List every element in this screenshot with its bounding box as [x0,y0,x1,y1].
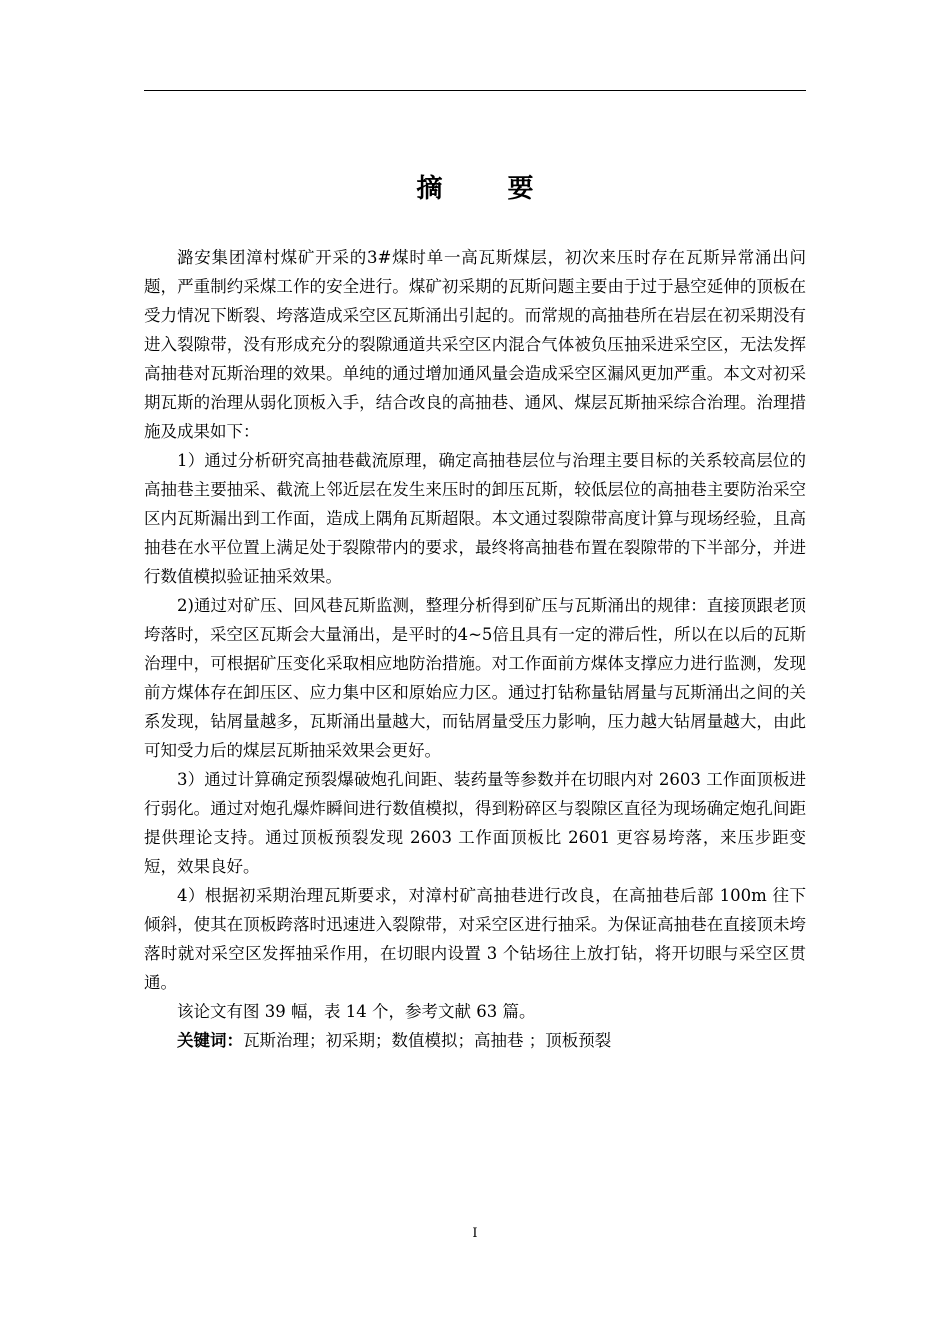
page-title: 摘 要 [416,174,562,204]
keywords-line [144,1026,806,1055]
keywords-label: 关键词： [177,1031,243,1050]
abstract-paragraph-stats: 该论文有图 39 幅，表 14 个，参考文献 63 篇。 [177,1002,536,1021]
header-rule [144,90,806,91]
abstract-paragraph-1: 1）通过分析研究高抽巷截流原理，确定高抽巷层位与治理主要目标的关系较高层位的高抽巷主要抽采、截流上邻近层在发生来压时的卸压瓦斯，较低层位的高抽巷主要防治采空区内瓦斯漏出到工作面，造成上隅角瓦斯超限。本文通过裂隙带高度计算与现场经验，且高抽巷在水平位置上满足处于裂隙带内的要求，最终将高抽巷布置在裂隙带的下半部分，并进行数值模拟验证抽采效果。 [144,451,806,586]
page-number: I [472,1226,478,1241]
abstract-paragraph-2: 2)通过对矿压、回风巷瓦斯监测，整理分析得到矿压与瓦斯涌出的规律：直接顶跟老顶垮落时，采空区瓦斯会大量涌出，是平时的4~5倍且具有一定的滞后性，所以在以后的瓦斯治理中，可根据矿压变化采取相应地防治措施。对工作面前方煤体支撑应力进行监测，发现前方煤体存在卸压区、应力集中区和原始应力区。通过打钻称量钻屑量与瓦斯涌出之间的关系发现，钻屑量越多，瓦斯涌出量越大，而钻屑量受压力影响，压力越大钻屑量越大，由此可知受力后的煤层瓦斯抽采效果会更好。 [144,596,806,760]
abstract-paragraph-intro: 潞安集团漳村煤矿开采的3#煤时单一高瓦斯煤层，初次来压时存在瓦斯异常涌出问题，严重制约采煤工作的安全进行。煤矿初采期的瓦斯问题主要由于过于悬空延伸的顶板在受力情况下断裂、垮落造成采空区瓦斯涌出引起的。而常规的高抽巷所在岩层在初采期没有进入裂隙带，没有形成充分的裂隙通道共采空区内混合气体被负压抽采进采空区，无法发挥高抽巷对瓦斯治理的效果。单纯的通过增加通风量会造成采空区漏风更加严重。本文对初采期瓦斯的治理从弱化顶板入手，结合改良的高抽巷、通风、煤层瓦斯抽采综合治理。治理措施及成果如下： [144,248,806,441]
abstract-paragraph-3: 3）通过计算确定预裂爆破炮孔间距、装药量等参数并在切眼内对 2603 工作面顶板进行弱化。通过对炮孔爆炸瞬间进行数值模拟，得到粉碎区与裂隙区直径为现场确定炮孔间距提供理论支持。通过顶板预裂发现 2603 工作面顶板比 2601 更容易垮落，来压步距变短，效果良好。 [144,770,806,876]
keywords-text: 瓦斯治理；初采期；数值模拟；高抽巷 ；顶板预裂 [243,1031,612,1050]
abstract-body [144,243,806,1055]
abstract-paragraph-4: 4）根据初采期治理瓦斯要求，对漳村矿高抽巷进行改良，在高抽巷后部 100m 往下倾斜，使其在顶板跨落时迅速进入裂隙带，对采空区进行抽采。为保证高抽巷在直接顶未垮落时就对采空区发挥抽采作用，在切眼内设置 3 个钻场往上放打钻，将开切眼与采空区贯通。 [144,886,806,992]
